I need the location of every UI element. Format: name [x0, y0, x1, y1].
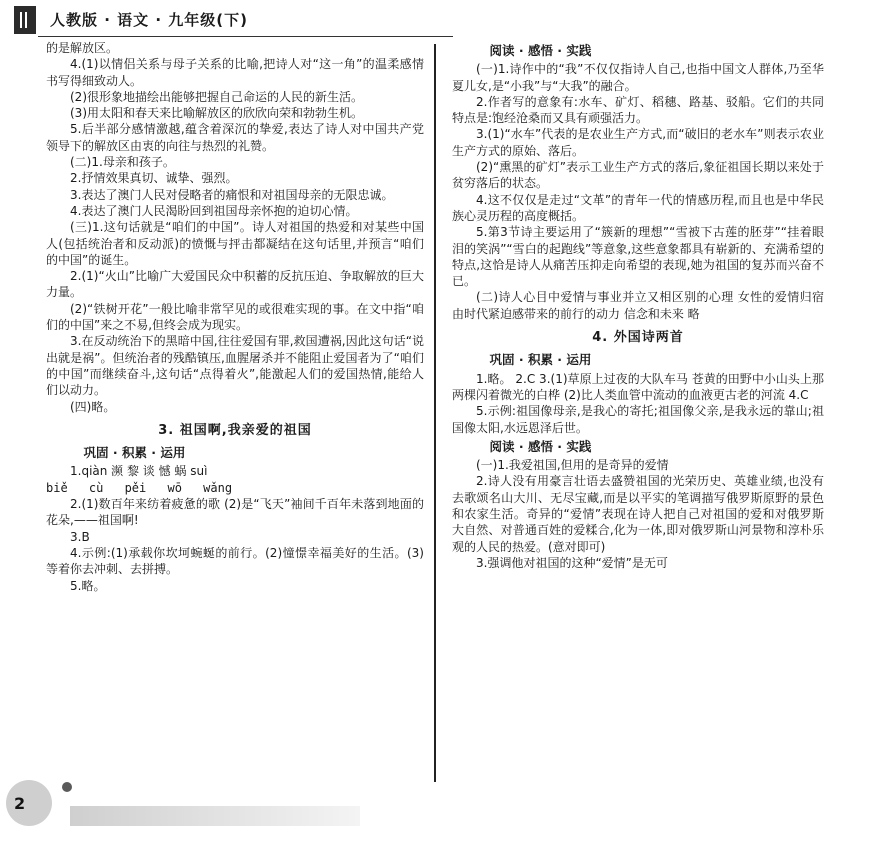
paragraph: 4.表达了澳门人民渴盼回到祖国母亲怀抱的迫切心情。: [70, 203, 358, 218]
subsection-heading: 阅读 · 感悟 · 实践: [489, 438, 592, 454]
paragraph: 5.第3节诗主要运用了“簇新的理想”“雪被下古莲的胚芽”“挂着眼泪的笑涡”“雪白的起跑线”等意象,这些意象都具有崭新的、充满希望的特点,这恰是诗人从痛苦压抑走向希望的表现,她为祖国的复苏而兴奋不已。: [452, 225, 824, 289]
paragraph: (2)很形象地描绘出能够把握自己命运的人民的新生活。: [70, 89, 364, 104]
paragraph: 的是解放区。: [46, 41, 119, 55]
paragraph: (2)“铁树开花”一般比喻非常罕见的或很难实现的事。在文中指“咱们的中国”来之不易,但终会成为现实。: [46, 301, 424, 333]
paragraph: 4.示例:(1)承载你坎坷蜿蜒的前行。(2)憧憬幸福美好的生活。(3)等着你去冲刺、去拼搏。: [46, 545, 424, 577]
paragraph: 3.(1)“水车”代表的是农业生产方式,而“破旧的老水车”则表示农业生产方式的原始、落后。: [452, 127, 824, 158]
page-header: [14, 6, 856, 34]
paragraph: (三)1.这句话就是“咱们的中国”。诗人对祖国的热爱和对某些中国人(包括统治者和反动派)的愤慨与抨击都凝结在这句话里,并预言“咱们的中国”的诞生。: [46, 220, 424, 267]
paragraph: (二)1.母亲和孩子。: [70, 155, 175, 170]
section-title: 3. 祖国啊,我亲爱的祖国: [158, 422, 312, 438]
paragraph: 3.在反动统治下的黑暗中国,往往爱国有罪,救国遭祸,因此这句话“说出就是祸”。但统治者的残酷镇压,血腥屠杀并不能阻止爱国者为了“咱们的中国”而继续奋斗,这句话“点得着火”,能激起人们的爱国热情,能给人们以动力。: [46, 334, 424, 398]
paragraph: 2.(1)数百年来纺着疲惫的歌 (2)是“飞天”袖间千百年未落到地面的花朵,——祖国啊!: [46, 497, 424, 528]
footer-bar: [70, 806, 360, 826]
section-title: 4. 外国诗两首: [592, 330, 684, 346]
paragraph: 4.这不仅仅是走过“文革”的青年一代的情感历程,而且也是中华民族心灵历程的高度概括。: [452, 192, 824, 223]
ornament-dot: [62, 782, 72, 792]
left-column: [46, 40, 424, 594]
page-corner-ornament: [6, 780, 52, 826]
paragraph: 1.qiàn 濒 黎 谈 憾 蜗 suì: [70, 464, 208, 479]
paragraph: 3.强调他对祖国的这种“爱情”是无可: [476, 555, 668, 570]
pinyin-line: biě cù pěi wō wǎng: [46, 480, 233, 495]
paragraph: 5.略。: [70, 578, 106, 593]
right-column: [452, 40, 824, 571]
column-divider: [434, 44, 436, 782]
paragraph: (一)1.诗作中的“我”不仅仅指诗人自己,也指中国文人群体,乃至华夏儿女,是“小我”与“大我”的融合。: [452, 62, 824, 93]
paragraph: 1.略。 2.C 3.(1)草原上过夜的大队车马 苍黄的田野中小山头上那两棵闪着微光的白桦 (2)比人类血管中流动的血液更古老的河流 4.C: [452, 371, 824, 402]
paragraph: 5.后半部分感情激越,蕴含着深沉的挚爱,表达了诗人对中国共产党领导下的解放区由衷的向往与热烈的礼赞。: [46, 122, 424, 153]
subsection-heading: 阅读 · 感悟 · 实践: [489, 43, 592, 58]
paragraph: 5.示例:祖国像母亲,是我心的寄托;祖国像父亲,是我永远的靠山;祖国像太阳,水远恩泽后世。: [452, 404, 824, 435]
paragraph: 3.B: [70, 529, 90, 544]
header-rule: [38, 36, 453, 37]
paragraph: (四)略。: [70, 399, 116, 414]
subsection-heading: 巩固 · 积累 · 运用: [489, 352, 592, 368]
paragraph: (二)诗人心目中爱情与事业并立又相区别的心理 女性的爱情归宿 由时代紧迫感带来的前行的动力 信念和未来 略: [452, 290, 824, 321]
paragraph: 2.诗人没有用豪言壮语去盛赞祖国的光荣历史、英雄业绩,也没有去歌颂名山大川、无尽宝藏,而是以平实的笔调描写俄罗斯原野的景色和农家生活。奇异的“爱情”表现在诗人把自己对祖国的爱和对俄罗斯大自然、对普通百姓的爱糅合,化为一体,即对俄罗斯山河景物和淳朴乐观的人民的热爱。(意对即可): [452, 474, 824, 554]
paragraph: 2.抒情效果真切、诚挚、强烈。: [70, 171, 238, 186]
paragraph: 4.(1)以情侣关系与母子关系的比喻,把诗人对“这一角”的温柔感情书写得细致动人。: [46, 57, 424, 88]
paragraph: 2.(1)“火山”比喻广大爱国民众中积蓄的反抗压迫、争取解放的巨大力量。: [46, 269, 424, 300]
paragraph: 3.表达了澳门人民对侵略者的痛恨和对祖国母亲的无限忠诚。: [70, 187, 394, 202]
subsection-heading: 巩固 · 积累 · 运用: [83, 445, 186, 461]
book-tab-icon: [14, 6, 36, 34]
paragraph: 2.作者写的意象有:水车、矿灯、稻穗、路基、驳船。它们的共同特点是:饱经沧桑而又具有顽强活力。: [452, 94, 824, 126]
paragraph: (3)用太阳和春天来比喻解放区的欣欣向荣和勃勃生机。: [70, 106, 364, 121]
page-number: 2: [14, 794, 26, 813]
header-title: 人教版 · 语文 · 九年级(下): [50, 11, 248, 29]
paragraph: (2)“熏黑的矿灯”表示工业生产方式的落后,象征祖国长期以来处于贫穷落后的状态。: [452, 160, 824, 191]
paragraph: (一)1.我爱祖国,但用的是奇异的爱情: [476, 458, 669, 473]
